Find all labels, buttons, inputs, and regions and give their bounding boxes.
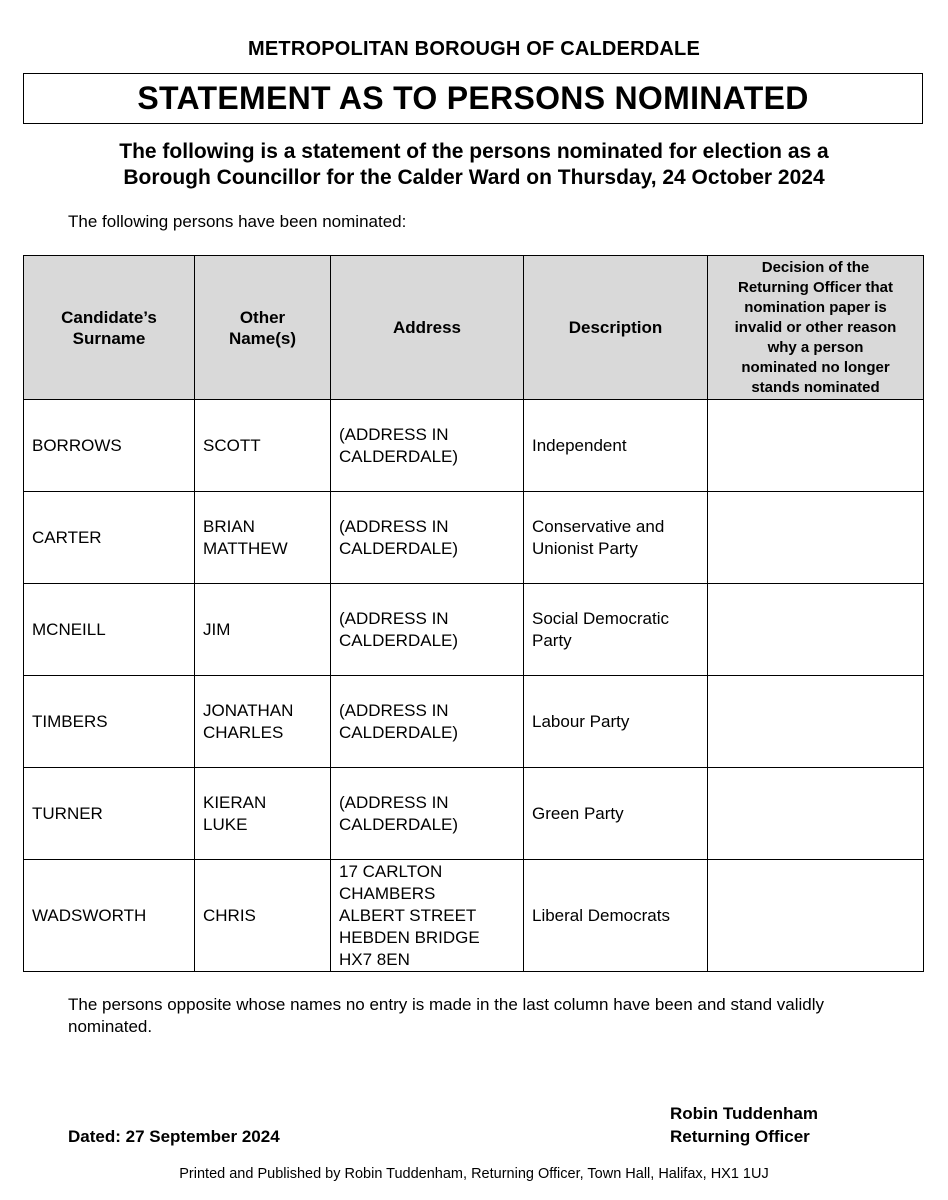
cell-address: (ADDRESS IN CALDERDALE): [331, 492, 524, 584]
table-header-row: [24, 256, 924, 400]
cell-decision: [708, 676, 924, 768]
column-header-description: Description: [524, 256, 708, 400]
validity-note: The persons opposite whose names no entry is made in the last column have been and stand validly nominated.: [68, 995, 825, 1036]
column-header-decision: Decision of the Returning Officer that nomination paper is invalid or other reason why a person nominated no longer stands nominated: [708, 256, 924, 400]
table-row: [24, 768, 924, 860]
cell-other-names: SCOTT: [195, 400, 331, 492]
table-row: [24, 860, 924, 972]
subtitle-line-1: The following is a statement of the persons nominated for election as a: [119, 140, 829, 163]
council-name: METROPOLITAN BOROUGH OF CALDERDALE: [248, 38, 700, 60]
cell-other-names: KIERAN LUKE: [195, 768, 331, 860]
cell-surname: WADSWORTH: [24, 860, 195, 972]
cell-description: Conservative and Unionist Party: [524, 492, 708, 584]
cell-decision: [708, 400, 924, 492]
table-row: [24, 676, 924, 768]
cell-surname: BORROWS: [24, 400, 195, 492]
cell-address: (ADDRESS IN CALDERDALE): [331, 676, 524, 768]
cell-decision: [708, 492, 924, 584]
cell-surname: TIMBERS: [24, 676, 195, 768]
cell-other-names: BRIAN MATTHEW: [195, 492, 331, 584]
cell-other-names: JIM: [195, 584, 331, 676]
nominations-table: [23, 255, 924, 972]
cell-description: Green Party: [524, 768, 708, 860]
cell-description: Labour Party: [524, 676, 708, 768]
table-row: [24, 400, 924, 492]
cell-description: Social Democratic Party: [524, 584, 708, 676]
cell-surname: CARTER: [24, 492, 195, 584]
title-box: [23, 73, 923, 124]
cell-address: (ADDRESS IN CALDERDALE): [331, 768, 524, 860]
table-row: [24, 584, 924, 676]
imprint-line: Printed and Published by Robin Tuddenham, Returning Officer, Town Hall, Halifax, HX1 1UJ: [179, 1166, 769, 1182]
subtitle-line-2: Borough Councillor for the Calder Ward on Thursday, 24 October 2024: [123, 166, 825, 189]
cell-decision: [708, 768, 924, 860]
column-header-address: Address: [331, 256, 524, 400]
cell-decision: [708, 860, 924, 972]
document-title: STATEMENT AS TO PERSONS NOMINATED: [137, 80, 809, 116]
cell-description: Liberal Democrats: [524, 860, 708, 972]
cell-decision: [708, 584, 924, 676]
cell-address: (ADDRESS IN CALDERDALE): [331, 584, 524, 676]
returning-officer-title: Returning Officer: [670, 1127, 810, 1146]
cell-address: (ADDRESS IN CALDERDALE): [331, 400, 524, 492]
column-header-surname: Candidate’s Surname: [24, 256, 195, 400]
dated-line: Dated: 27 September 2024: [68, 1127, 280, 1146]
cell-description: Independent: [524, 400, 708, 492]
table-row: [24, 492, 924, 584]
cell-other-names: CHRIS: [195, 860, 331, 972]
column-header-other-names: Other Name(s): [195, 256, 331, 400]
election-subtitle: [60, 139, 888, 191]
cell-surname: MCNEILL: [24, 584, 195, 676]
cell-surname: TURNER: [24, 768, 195, 860]
cell-other-names: JONATHAN CHARLES: [195, 676, 331, 768]
cell-address: 17 CARLTON CHAMBERS ALBERT STREET HEBDEN BRIDGE HX7 8EN: [331, 860, 524, 972]
returning-officer-name: Robin Tuddenham: [670, 1104, 818, 1123]
intro-text: The following persons have been nominated:: [68, 212, 407, 231]
